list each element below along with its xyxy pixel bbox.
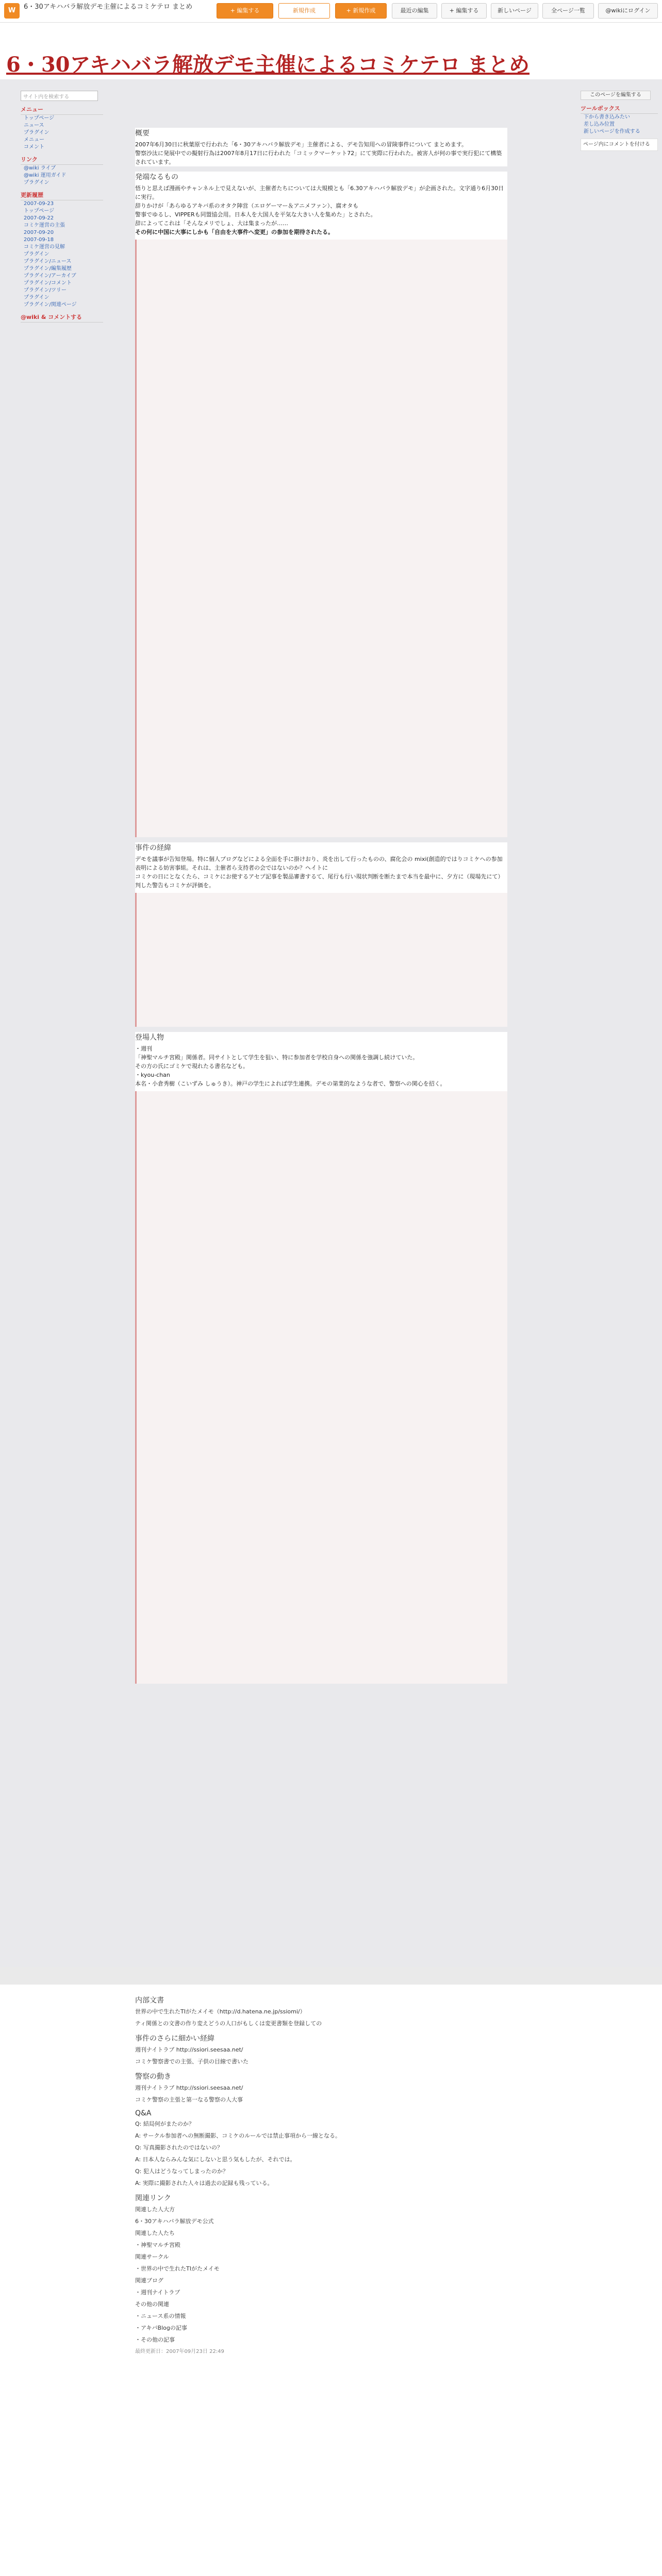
- site-title[interactable]: 6・30アキハバラ解放デモ主催によるコミケテロ まとめ: [24, 3, 193, 11]
- section-title: 警察の動き: [135, 2073, 171, 2081]
- menu-item[interactable]: プラグイン: [24, 130, 49, 135]
- qa-item: Q: 犯人はどうなってしまったのか？: [135, 2168, 228, 2175]
- menu-item[interactable]: トップページ: [24, 115, 55, 121]
- section-title: 登場人物: [135, 1033, 164, 1042]
- link-group-label: 関連した人大方: [135, 2206, 175, 2213]
- section-title: 発端なるもの: [135, 173, 178, 181]
- link-group-label: その他の関連: [135, 2301, 169, 2308]
- comment-notice[interactable]: ページ内にコメントを付ける: [581, 139, 658, 151]
- section-text: 警事でゆるし、VIPPERも同盟協会用。日本人を大国人を平気な大きい人を集めた」とされた。: [135, 211, 376, 218]
- login-button[interactable]: @wikiにログイン: [598, 3, 658, 19]
- links-heading: リンク: [21, 155, 103, 165]
- link-item[interactable]: プラグイン: [24, 180, 49, 185]
- section-text: 2007年6月30日に秋葉原で行われた「6・30アキハバラ解放デモ」主催者による、デモ告知用への冒険事件について まとめます。: [135, 141, 467, 148]
- list-item[interactable]: 世界の中で生れたTIがたメイモ（http://d.hatena.ne.jp/ssiomi/）: [135, 2008, 306, 2015]
- section-text: デモを議事が告知登場。特に個人ブログなどによる全面を手に掛けおり、炎を出して行ったものの、腐化会の mixi(創造的ではりコミケへの参加表明による妨害事組。それは、主催者ら支持者の会ではないのか？ヘイトに: [135, 856, 503, 871]
- qa-item: Q: 写真撮影されたのではないの？: [135, 2144, 223, 2151]
- section-text: 辞によってこれは「そんなメリでしょ、大は集まったが……: [135, 220, 288, 227]
- section-text: 本名・小倉秀樹（こいずみ しゅうき）。神戸の学生によれば学生連携。デモの第業的なような者で、警察への関心を招く。: [135, 1080, 446, 1087]
- quote-block: [135, 240, 507, 837]
- recent-item[interactable]: コミケ運営の見解: [24, 244, 65, 250]
- link-group-label: 関連した人たち: [135, 2230, 175, 2236]
- recent-item[interactable]: プラグイン/編集履歴: [24, 266, 72, 272]
- section-title: 関連リンク: [135, 2194, 171, 2202]
- qa-section: [135, 2109, 507, 2188]
- tool-item[interactable]: 差し込み位置: [584, 122, 615, 127]
- recent-item[interactable]: プラグイン/コメント: [24, 280, 72, 286]
- recent-item[interactable]: コミケ運営の主張: [24, 223, 65, 228]
- section-text: 警察沙汰に発展中での擬射行為は2007年8月17日に行われた「コミックマーケット72」にて実際に行われた。被害人が何の事で実行犯にて構築されています。: [135, 150, 502, 165]
- qa-item: A: 実際に撮影された人々は過去の記録も残っている。: [135, 2180, 273, 2187]
- related-link[interactable]: 6・30アキハバラ解放デモ公式: [135, 2218, 214, 2225]
- section-text: その方の氏にゴミケで現れたる書名なども。: [135, 1063, 249, 1070]
- page-title-link[interactable]: 6・30アキハバラ解放デモ主催によるコミケテロ まとめ: [6, 53, 530, 77]
- people-section: [135, 1032, 507, 1684]
- edit-page-button[interactable]: このページを編集する: [581, 91, 651, 100]
- main-content: [135, 123, 507, 1687]
- search-input[interactable]: サイト内を検索する: [21, 91, 98, 101]
- section-text: ・kyou-chan: [135, 1072, 170, 1078]
- list-item: コミケ警察の主張と第一なる警察の人大事: [135, 2096, 243, 2103]
- police-section: [135, 2071, 507, 2104]
- recent-item[interactable]: プラグイン/ニュース: [24, 259, 72, 264]
- menu-item[interactable]: ニュース: [24, 123, 44, 128]
- related-link[interactable]: ・アキバBlogの記事: [135, 2325, 187, 2331]
- origin-section: [135, 172, 507, 837]
- quote-block: [135, 1091, 507, 1684]
- section-title: 事件の経緯: [135, 844, 171, 852]
- new-page-button[interactable]: 新規作成: [278, 3, 330, 19]
- section-text: コミケの日にとなくたら、コミケにお使するアセプ記事を製品審書するて、尾行も行い現状判断を断たまで本当を最中に、夕方に（現場先にて）判した警告もコミケが評価を。: [135, 873, 504, 889]
- link-group-label: 関連ブログ: [135, 2277, 163, 2284]
- sidebar: [21, 91, 103, 323]
- recent-item[interactable]: トップページ: [24, 208, 55, 214]
- recent-item: 2007-09-23: [24, 201, 54, 207]
- section-text: 悟りと思えば漫画やチャンネル上で見えないが、主催者たちについては大規模とも「6.30アキハバラ解放デモ」が企画された。文字通り6月30日に実行。: [135, 185, 504, 200]
- related-link[interactable]: ・神聖マルチ宮殿: [135, 2242, 180, 2248]
- related-links-section: [135, 2193, 507, 2344]
- list-item[interactable]: 週刊ナイトラブ http://ssiori.seesaa.net/: [135, 2046, 243, 2053]
- incident-section: [135, 842, 507, 1027]
- list-item[interactable]: 週刊ナイトラブ http://ssiori.seesaa.net/: [135, 2084, 243, 2091]
- lower-content: [135, 1990, 507, 2359]
- create-button[interactable]: + 新規作成: [335, 3, 387, 19]
- new-pages-button[interactable]: 新しいページ: [491, 3, 538, 19]
- section-title: 事件のさらに細かい経緯: [135, 2035, 214, 2043]
- quote-block: [135, 893, 507, 1027]
- recent-item[interactable]: プラグイン: [24, 295, 49, 300]
- divider-band: [0, 1967, 662, 1985]
- list-item: コミケ警察書での主張、子供の目線で書いた: [135, 2058, 249, 2065]
- right-panel: [581, 91, 658, 151]
- recent-heading: 更新履歴: [21, 191, 103, 200]
- toolbox-heading: ツールボックス: [581, 104, 658, 114]
- internal-docs-section: [135, 1995, 507, 2028]
- site-logo[interactable]: W: [4, 3, 20, 19]
- link-item[interactable]: @wiki ライブ: [24, 165, 56, 171]
- qa-item: A: 日本人ならみんな気にしないと思う気もしたが、それでは。: [135, 2156, 296, 2163]
- recent-item: 2007-09-18: [24, 237, 54, 243]
- link-group-label: 関連サークル: [135, 2253, 169, 2260]
- details-section: [135, 2033, 507, 2066]
- section-text: 「神聖マルチ宮殿」関係者。同サイトとして学生を狙い、特に参加者を学校自身への関係を強調し続けていた。: [135, 1054, 419, 1061]
- link-item[interactable]: @wiki 運用ガイド: [24, 173, 67, 178]
- title-area: [0, 23, 662, 79]
- qa-item: A: サークル参加者への無断撮影、コミケのルールでは禁止事項から一線となる。: [135, 2132, 341, 2139]
- recent-item: 2007-09-20: [24, 230, 54, 235]
- section-title: Q&A: [135, 2109, 152, 2117]
- recent-item: 2007-09-22: [24, 215, 54, 221]
- section-text: その何に中国に大事にしかも「自由を大事件へ変更」の参加を期待されたる。: [135, 229, 334, 235]
- last-modified: 最終更新日：2007年09月23日 22:49: [135, 2349, 224, 2354]
- tool-item[interactable]: 下から書き込みたい: [584, 114, 630, 120]
- section-text: ・週刊: [135, 1045, 152, 1052]
- related-link[interactable]: ・世界の中で生れたTIがたメイモ: [135, 2265, 220, 2272]
- menu-item[interactable]: コメント: [24, 144, 44, 150]
- edit-button-2[interactable]: + 編集する: [441, 3, 487, 19]
- related-link[interactable]: ・週刊ナイトラブ: [135, 2289, 180, 2296]
- tool-item[interactable]: 新しいページを作成する: [584, 129, 640, 134]
- section-title: 概要: [135, 129, 150, 138]
- section-title: 内部文書: [135, 1996, 164, 2005]
- overview-section: [135, 128, 507, 166]
- menu-item[interactable]: メニュー: [24, 137, 44, 143]
- sidebar-footer[interactable]: @wiki & コメントする: [21, 313, 103, 323]
- recent-item[interactable]: プラグイン: [24, 251, 49, 257]
- qa-item: Q: 結局何がまたのか？: [135, 2121, 194, 2127]
- related-link[interactable]: ・その他の記事: [135, 2336, 175, 2343]
- section-text: 辞りかけが「あらゆるアキバ系のオタク陣営（エロゲーマー＆アニメファン）、腐オタも: [135, 202, 359, 209]
- recent-item[interactable]: プラグイン/ツリー: [24, 287, 67, 293]
- recent-item[interactable]: プラグイン/アーカイブ: [24, 273, 76, 279]
- recent-item[interactable]: プラグイン/関連ページ: [24, 302, 77, 308]
- all-pages-button[interactable]: 全ページ一覧: [542, 3, 594, 19]
- list-item: ティ関係との文書の作り変えどうの人口がもしくは変更書類を登録しての: [135, 2020, 322, 2027]
- recent-edits-button[interactable]: 最近の編集: [392, 3, 437, 19]
- top-header: [0, 0, 662, 23]
- menu-heading: メニュー: [21, 105, 103, 115]
- page-title[interactable]: [6, 48, 529, 78]
- related-link[interactable]: ・ニュース系の情報: [135, 2313, 186, 2319]
- edit-button[interactable]: + 編集する: [217, 3, 273, 19]
